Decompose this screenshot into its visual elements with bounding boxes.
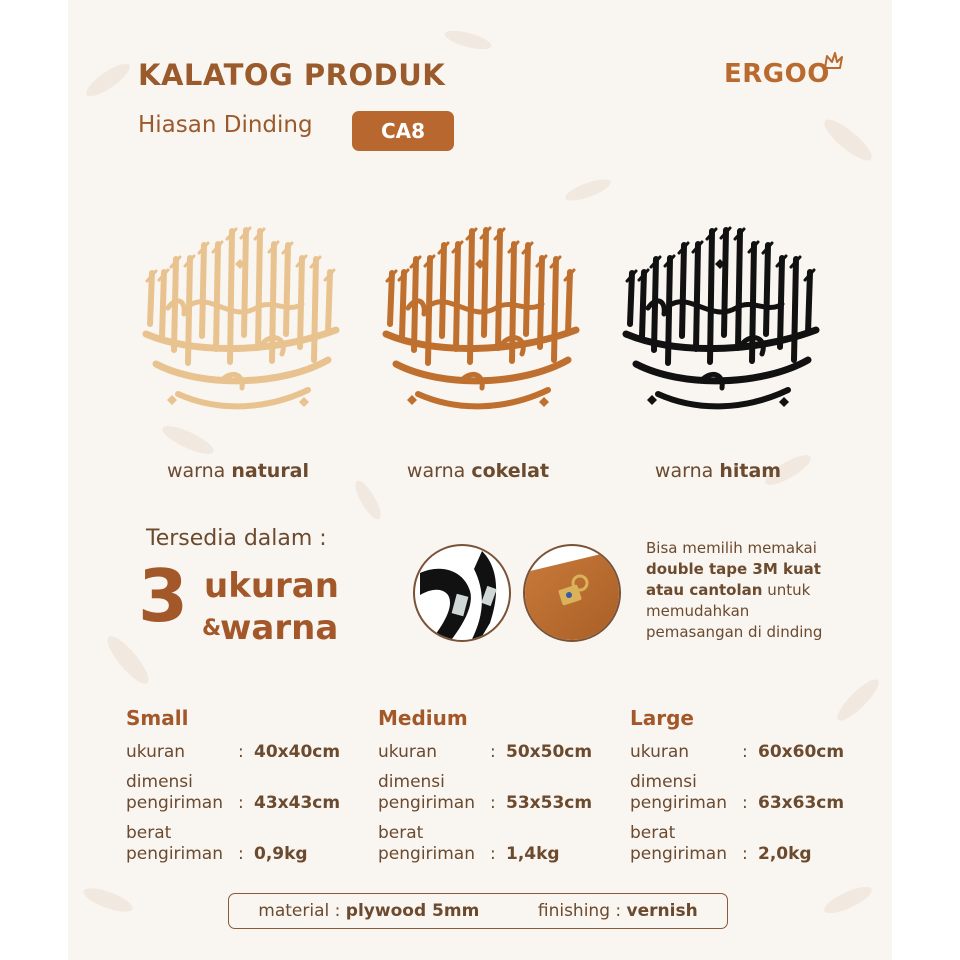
brand-logo: ERGOO <box>724 59 830 89</box>
double-tape-closeup <box>412 543 512 643</box>
crown-icon <box>822 50 844 74</box>
availability-word-ukuran: ukuran <box>204 566 339 606</box>
spec-ukuran: ukuran : 60x60cm <box>630 742 845 762</box>
spec-berat: berat pengiriman : 0,9kg <box>126 823 308 864</box>
size-medium <box>378 706 618 874</box>
spec-dimensi: dimensi pengiriman : 43x43cm <box>126 772 341 813</box>
catalog-page <box>68 0 892 960</box>
caption-cokelat: warna cokelat <box>406 460 550 482</box>
calligraphy-emblem-natural <box>132 204 348 424</box>
availability-ampersand: & <box>202 616 222 641</box>
product-code-badge: CA8 <box>352 111 454 151</box>
availability-word-warna: warna <box>220 608 339 648</box>
calligraphy-emblem-cokelat <box>372 204 588 424</box>
spec-dimensi: dimensi pengiriman : 53x53cm <box>378 772 593 813</box>
material-info-box <box>228 893 728 929</box>
page-title: KALATOG PRODUK <box>138 58 446 92</box>
spec-ukuran: ukuran : 50x50cm <box>378 742 593 762</box>
finishing-info: finishing : vernish <box>537 901 698 921</box>
spec-berat: berat pengiriman : 2,0kg <box>630 823 812 864</box>
mounting-note: Bisa memilih memakai double tape 3M kuat atau cantolan untuk memudahkan pemasangan di dinding <box>646 539 823 641</box>
calligraphy-emblem-hitam <box>612 204 828 424</box>
availability-count: 3 <box>138 554 189 638</box>
spec-dimensi: dimensi pengiriman : 63x63cm <box>630 772 845 813</box>
caption-hitam: warna hitam <box>654 460 782 482</box>
material-info: material : plywood 5mm <box>258 901 480 921</box>
size-small <box>126 706 366 874</box>
size-name: Medium <box>378 706 468 730</box>
size-large <box>630 706 870 874</box>
size-name: Small <box>126 706 189 730</box>
size-name: Large <box>630 706 694 730</box>
page-subtitle: Hiasan Dinding <box>138 112 313 138</box>
hanging-hook-closeup <box>522 543 622 643</box>
spec-berat: berat pengiriman : 1,4kg <box>378 823 560 864</box>
spec-ukuran: ukuran : 40x40cm <box>126 742 341 762</box>
availability-intro: Tersedia dalam : <box>146 526 327 551</box>
caption-natural: warna natural <box>166 460 310 482</box>
